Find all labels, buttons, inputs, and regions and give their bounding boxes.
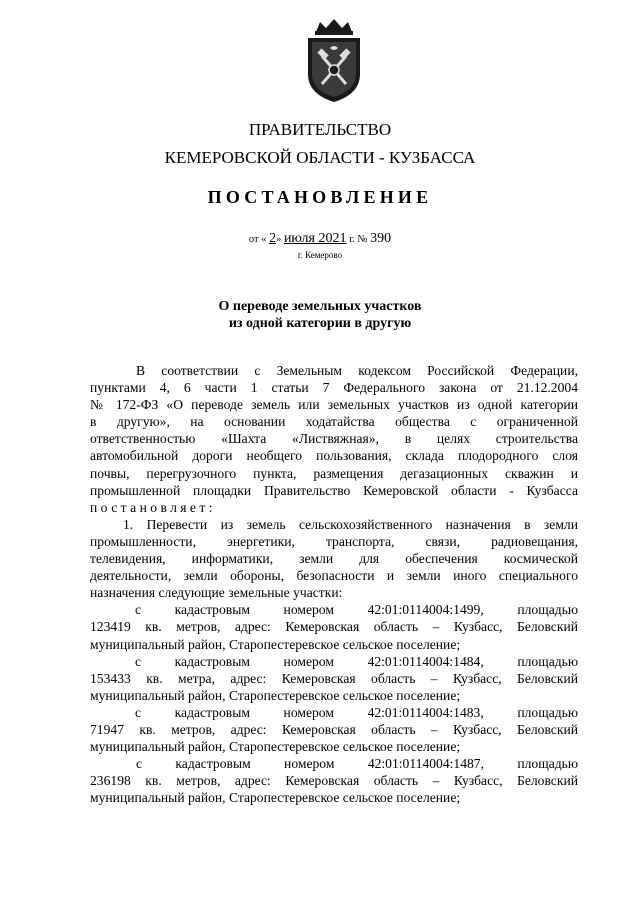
body-line: муниципальный район, Старопестеревское сельское поселение; [90, 636, 461, 652]
date-sep: » [276, 234, 282, 245]
body-line: с кадастровым номером 42:01:0114004:1484, площадью [135, 653, 578, 669]
body-line: № 172-ФЗ «О переводе земель или земельных участков из одной категории [90, 397, 578, 413]
coat-of-arms-icon [302, 18, 366, 104]
subject-line1: О переводе земельных участков [218, 299, 422, 314]
document-type: ПОСТАНОВЛЕНИЕ [207, 187, 433, 207]
date-day: 2 [269, 231, 277, 246]
body-line: 153433 кв. метра, адрес: Кемеровская область – Кузбасс, Беловский [90, 670, 578, 686]
document-body [90, 362, 578, 806]
subject-line2: из одной категории в другую [228, 316, 412, 331]
body-line: назначения следующие земельные участки: [90, 585, 343, 601]
body-line: телевидения, информатики, земли для обеспечения космической [90, 551, 578, 567]
body-line: в другую», на основании ходатайства общества с ограниченной [90, 414, 578, 430]
body-line: 123419 кв. метров, адрес: Кемеровская область – Кузбасс, Беловский [90, 619, 578, 635]
body-line: с кадастровым номером 42:01:0114004:1499, площадью [135, 602, 578, 618]
number-prefix: № [357, 234, 368, 245]
body-line: промышленной площадки Правительство Кемеровской области - Кузбасса [90, 482, 578, 498]
body-line: промышленности, энергетики, транспорта, связи, радиовещания, [90, 533, 578, 549]
body-line: автомобильной дороги необщего пользования, склада плодородного слоя [90, 448, 578, 464]
date-year-suffix: г. [349, 234, 355, 245]
date-line [0, 232, 640, 247]
body-line: ответственностью «Шахта «Листвяжная», в целях строительства [90, 431, 578, 447]
date-month-year: июля 2021 [283, 231, 347, 246]
body-line: 236198 кв. метров, адрес: Кемеровская область – Кузбасс, Беловский [90, 773, 578, 789]
document-number: 390 [370, 231, 392, 246]
date-prefix: от « [248, 234, 267, 245]
body-line: 1. Перевести из земель сельскохозяйственного назначения в земли [123, 516, 578, 532]
body-line: муниципальный район, Старопестеревское сельское поселение; [90, 790, 461, 806]
body-line: 71947 кв. метров, адрес: Кемеровская область – Кузбасс, Беловский [90, 721, 578, 737]
org-name-line1: ПРАВИТЕЛЬСТВО [248, 120, 392, 139]
body-line: пунктами 4, 6 части 1 статьи 7 Федерального закона от 21.12.2004 [90, 380, 578, 396]
body-line: с кадастровым номером 42:01:0114004:1487, площадью [136, 756, 578, 772]
body-line: почвы, перегрузочного пункта, размещения дегазационных скважин и [90, 465, 578, 481]
city: г. Кемерово [297, 250, 343, 260]
body-line: постановляет: [90, 499, 216, 515]
body-line: В соответствии с Земельным кодексом Российской Федерации, [136, 363, 578, 378]
body-line: с кадастровым номером 42:01:0114004:1483, площадью [135, 704, 578, 720]
body-line: муниципальный район, Старопестеревское сельское поселение; [90, 687, 461, 703]
org-name-line2: КЕМЕРОВСКОЙ ОБЛАСТИ - КУЗБАССА [164, 148, 476, 167]
body-line: муниципальный район, Старопестеревское сельское поселение; [90, 739, 461, 755]
body-line: деятельности, земли обороны, безопасности и земли иного специального [90, 568, 578, 584]
